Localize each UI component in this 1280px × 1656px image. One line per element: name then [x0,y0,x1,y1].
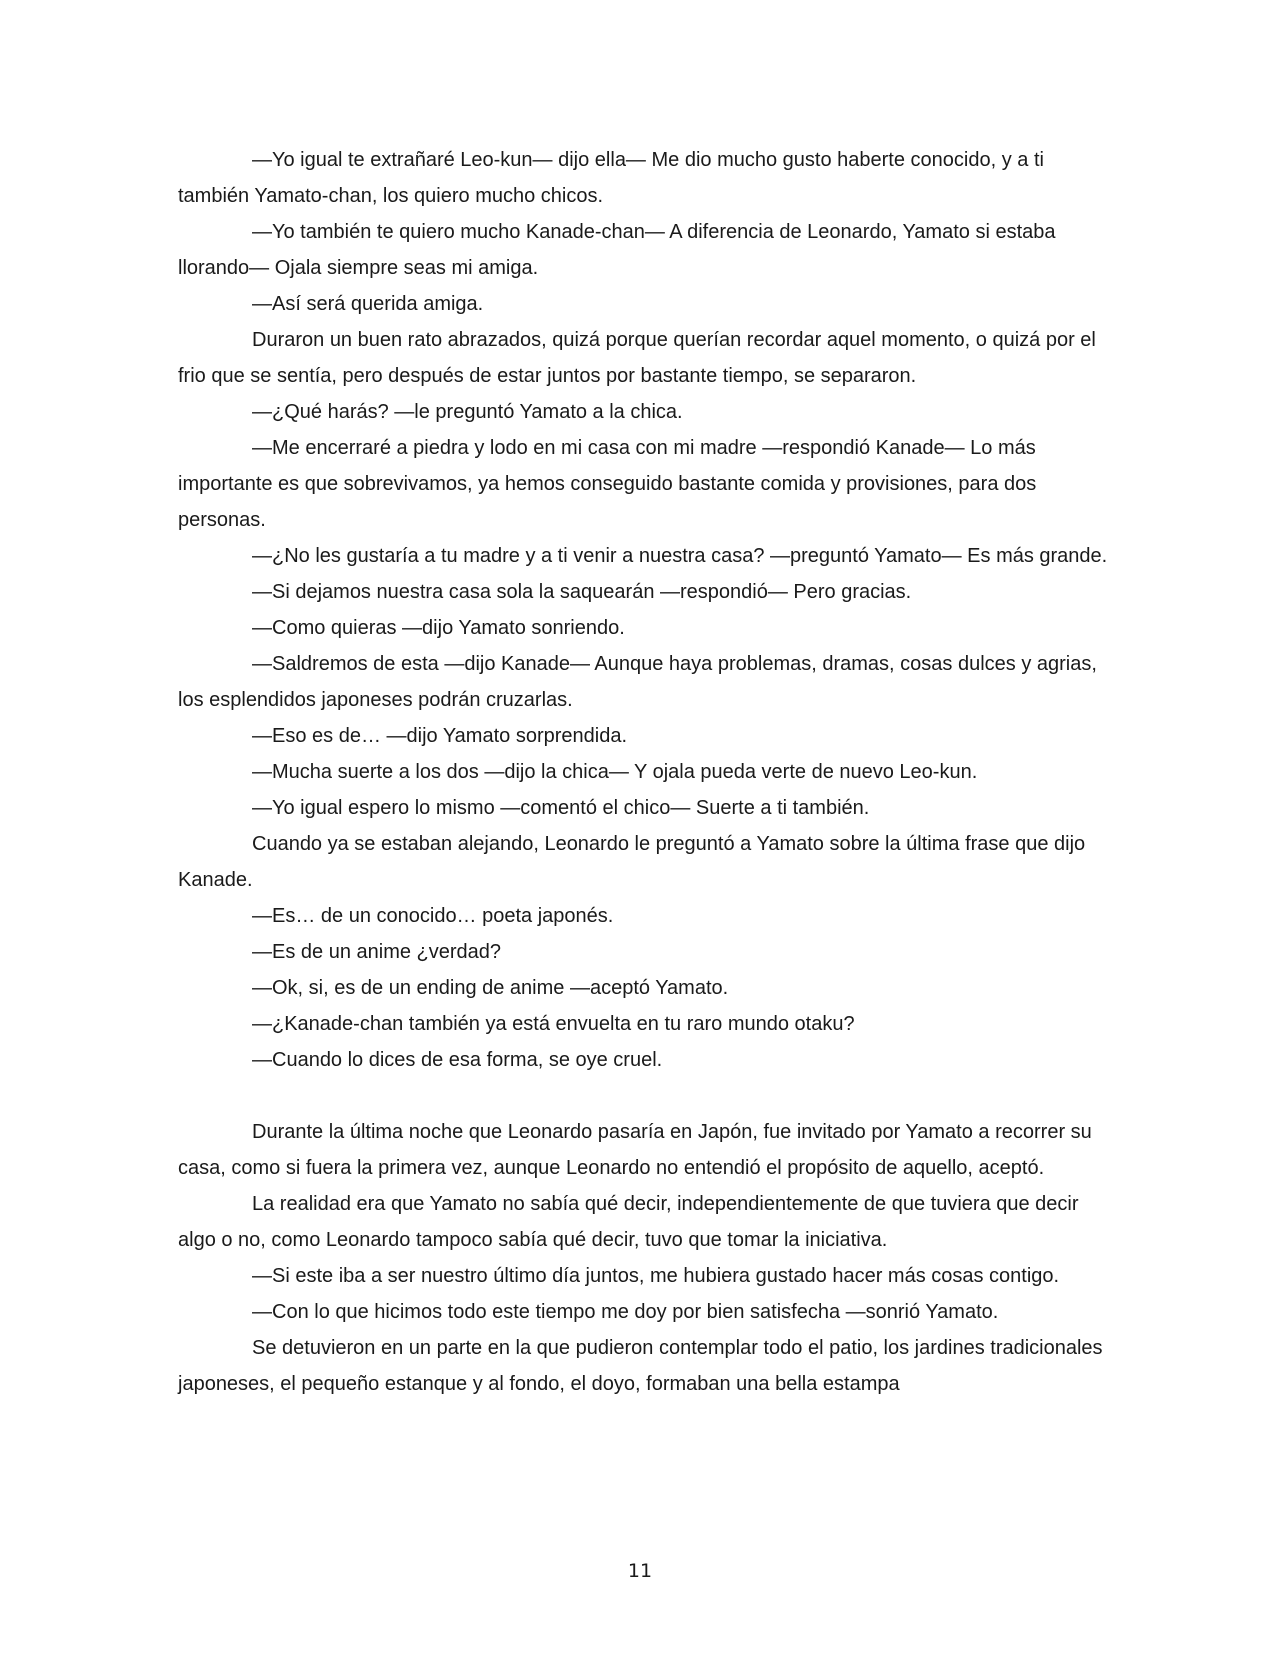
paragraph: —Así será querida amiga. [252,293,484,315]
paragraph: —Si dejamos nuestra casa sola la saquearán —respondió— Pero gracias. [252,581,912,603]
paragraph: —¿No les gustaría a tu madre y a ti venir a nuestra casa? —preguntó Yamato— Es más grande. [252,545,1108,567]
paragraph: Se detuvieron en un parte en la que pudieron contemplar todo el patio, los jardines tradicionales japoneses, el pequeño estanque y al fondo, el doyo, formaban una bella estampa [178,1337,1103,1395]
paragraph: —Saldremos de esta —dijo Kanade— Aunque haya problemas, dramas, cosas dulces y agrias, los esplendidos japoneses podrán cruzarlas. [178,653,1097,711]
paragraph: —Yo igual te extrañaré Leo-kun— dijo ella— Me dio mucho gusto haberte conocido, y a ti también Yamato-chan, los quiero mucho chicos. [178,149,1044,207]
paragraph: —Yo igual espero lo mismo —comentó el chico— Suerte a ti también. [252,797,870,819]
paragraph: —Como quieras —dijo Yamato sonriendo. [252,617,625,639]
paragraph: —Es de un anime ¿verdad? [252,941,502,963]
paragraph: —Yo también te quiero mucho Kanade-chan— A diferencia de Leonardo, Yamato si estaba llorando— Ojala siempre seas mi amiga. [178,221,1056,279]
document-body [178,142,1118,1402]
paragraph: —¿Qué harás? —le preguntó Yamato a la chica. [252,401,683,423]
paragraph: —¿Kanade-chan también ya está envuelta en tu raro mundo otaku? [252,1013,855,1035]
paragraph: —Ok, si, es de un ending de anime —aceptó Yamato. [252,977,729,999]
paragraph: —Es… de un conocido… poeta japonés. [252,905,614,927]
paragraph: —Con lo que hicimos todo este tiempo me doy por bien satisfecha —sonrió Yamato. [252,1301,999,1323]
section-break [178,1078,1118,1114]
paragraph: —Si este iba a ser nuestro último día juntos, me hubiera gustado hacer más cosas contigo. [252,1265,1060,1287]
paragraph: —Me encerraré a piedra y lodo en mi casa con mi madre —respondió Kanade— Lo más importante es que sobrevivamos, ya hemos conseguido bastante comida y provisiones, para dos personas. [178,437,1037,531]
paragraph: Duraron un buen rato abrazados, quizá porque querían recordar aquel momento, o quizá por el frio que se sentía, pero después de estar juntos por bastante tiempo, se separaron. [178,329,1096,387]
paragraph: La realidad era que Yamato no sabía qué decir, independientemente de que tuviera que decir algo o no, como Leonardo tampoco sabía qué decir, tuvo que tomar la iniciativa. [178,1193,1079,1251]
page-number: 11 [627,1560,653,1582]
paragraph: Durante la última noche que Leonardo pasaría en Japón, fue invitado por Yamato a recorrer su casa, como si fuera la primera vez, aunque Leonardo no entendió el propósito de aquello, aceptó. [178,1121,1092,1179]
paragraph: Cuando ya se estaban alejando, Leonardo le preguntó a Yamato sobre la última frase que dijo Kanade. [178,833,1086,891]
paragraph: —Mucha suerte a los dos —dijo la chica— Y ojala pueda verte de nuevo Leo-kun. [252,761,978,783]
paragraph: —Cuando lo dices de esa forma, se oye cruel. [252,1049,663,1071]
paragraph: —Eso es de… —dijo Yamato sorprendida. [252,725,628,747]
